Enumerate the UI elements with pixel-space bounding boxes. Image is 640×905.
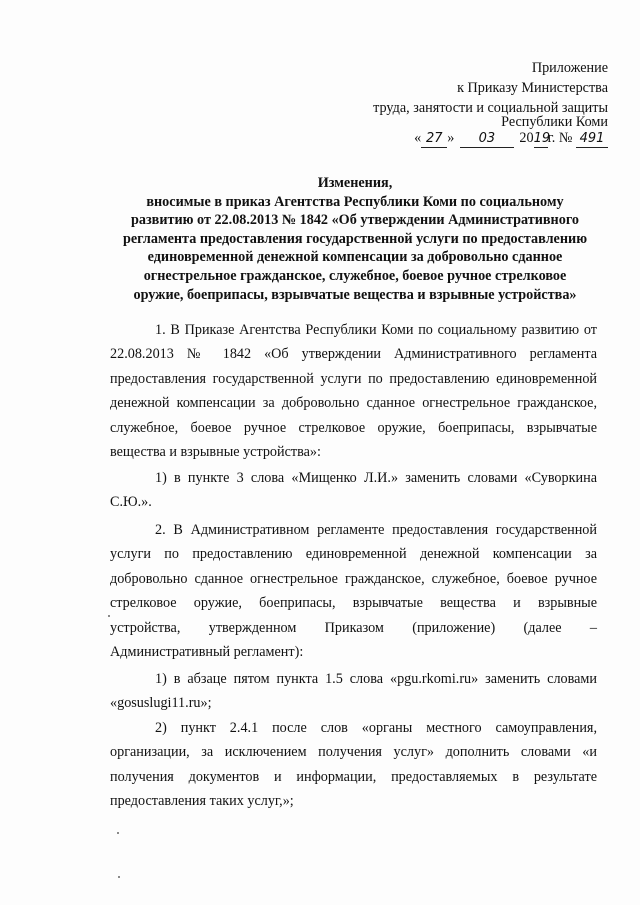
title-line: Изменения, (317, 175, 393, 191)
text-line: 1) в абзаце пятом пункта 1.5 слова «pgu.rkomi.ru» заменить словами (155, 671, 597, 687)
appendix-order-ref: к Приказу Министерства (457, 80, 608, 96)
text-line: 22.08.2013 № 1842 «Об утверждении Административного регламента (110, 346, 597, 363)
text-line: 1) в пункте 3 слова «Мищенко Л.И.» заменить словами «Суворкина (155, 470, 597, 486)
text-line: получения документов и информации, предоставляемых в результате (110, 768, 597, 785)
text-line: 2) пункт 2.4.1 после слов «органы местного самоуправления, (155, 720, 597, 736)
appendix-label: Приложение (531, 60, 608, 76)
text-line: организации, за исключением получения услуг» дополнить словами «и (110, 744, 597, 761)
title-line: единовременной денежной компенсации за добровольно сданное (147, 249, 563, 266)
paragraph-4 (110, 667, 597, 716)
text-line: «gosuslugi11.ru»; (110, 695, 212, 712)
paragraph-1 (110, 318, 597, 464)
text-line: С.Ю.». (110, 494, 152, 511)
text-line: предоставления государственной услуги по предоставлению единовременной (110, 370, 597, 387)
title-line: вносимые в приказ Агентства Республики Коми по социальному (146, 193, 564, 210)
text-line: устройства, утвержденном Приказом (приложение) (далее – (110, 619, 597, 636)
text-line: денежной компенсации за добровольно сданное огнестрельное гражданское, (110, 395, 597, 412)
document-title (112, 174, 598, 304)
text-line: вещества и взрывные устройства»: (110, 443, 321, 460)
handwritten-order-number: 491 (576, 131, 608, 148)
paragraph-5 (110, 716, 597, 814)
title-line: огнестрельное гражданское, служебное, боевое ручное стрелковое (143, 267, 567, 284)
text-line: предоставления таких услуг,»; (110, 793, 294, 810)
text-line: 1. В Приказе Агентства Республики Коми по социальному развитию от (155, 322, 597, 338)
scan-speck (108, 615, 110, 617)
appendix-republic: Республики Коми (501, 114, 608, 130)
scan-speck (117, 832, 119, 834)
text-line: Административный регламент): (110, 643, 304, 660)
handwritten-month: 03 (460, 131, 514, 148)
paragraph-2 (110, 466, 597, 515)
paragraph-3 (110, 518, 597, 664)
order-date-number: « 27 » 03 2019г. № 491 (414, 127, 608, 149)
text-line: служебное, боевое ручное стрелковое оружие, боеприпасы, взрывчатые (110, 419, 597, 436)
handwritten-day: 27 (421, 131, 447, 148)
appendix-ministry: труда, занятости и социальной защиты (373, 100, 608, 116)
title-line: регламента предоставления государственной услуги по предоставлению (122, 230, 588, 247)
title-line: оружие, боеприпасы, взрывчатые вещества и взрывные устройства» (133, 286, 577, 303)
text-line: услуги по предоставлению единовременной денежной компенсации за (110, 546, 597, 563)
title-line: развитию от 22.08.2013 № 1842 «Об утверждении Административного (130, 212, 580, 229)
text-line: 2. В Административном регламенте предоставления государственной (155, 522, 597, 538)
text-line: стрелковое оружие, боеприпасы, взрывчатые вещества и взрывные (110, 595, 597, 612)
handwritten-year: 19 (533, 131, 551, 146)
text-line: добровольно сданное огнестрельное гражданское, служебное, боевое ручное (110, 570, 597, 587)
scan-speck (118, 876, 120, 878)
